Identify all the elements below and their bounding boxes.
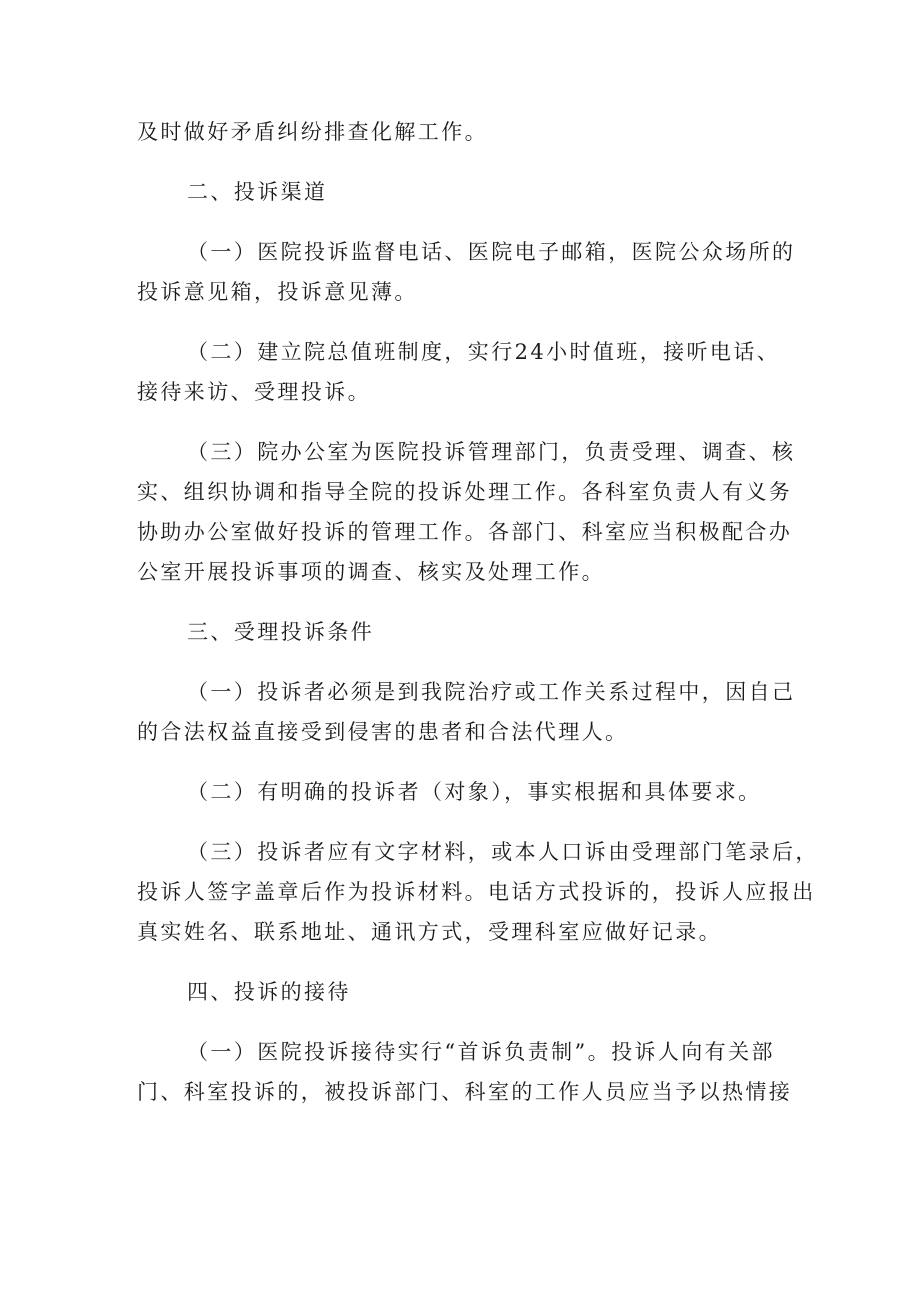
paragraph-line: 的合法权益直接受到侵害的患者和合法代理人。 — [137, 720, 629, 744]
paragraph-line: （一）医院投诉接待实行“首诉负责制”。投诉人向有关部 — [187, 1040, 775, 1064]
paragraph-line: 接待来访、受理投诉。 — [137, 380, 371, 404]
paragraph-line: （二）有明确的投诉者（对象），事实根据和具体要求。 — [187, 780, 762, 804]
paragraph-line: 投诉意见箱，投诉意见薄。 — [137, 280, 418, 304]
paragraph-line: （三）投诉者应有文字材料，或本人口诉由受理部门笔录后， — [187, 840, 819, 864]
paragraph-line: 门、科室投诉的，被投诉部门、科室的工作人员应当予以热情接 — [137, 1080, 793, 1104]
paragraph-line: 协助办公室做好投诉的管理工作。各部门、科室应当积极配合办 — [137, 520, 793, 544]
section-heading-conditions: 三、受理投诉条件 — [187, 620, 375, 644]
section-heading-reception: 四、投诉的接待 — [187, 980, 351, 1004]
paragraph-line: 实、组织协调和指导全院的投诉处理工作。各科室负责人有义务 — [137, 480, 793, 504]
paragraph-line: （一）投诉者必须是到我院治疗或工作关系过程中，因自己 — [187, 680, 796, 704]
document-page — [137, 112, 819, 1112]
paragraph-line: 及时做好矛盾纠纷排查化解工作。 — [137, 120, 488, 144]
section-heading-channels: 二、投诉渠道 — [187, 180, 328, 204]
paragraph-line: （一）医院投诉监督电话、医院电子邮箱，医院公众场所的 — [187, 240, 796, 264]
paragraph-line: （二）建立院总值班制度，实行24小时值班，接听电话、 — [187, 340, 781, 364]
paragraph-line: 公室开展投诉事项的调查、核实及处理工作。 — [137, 560, 605, 584]
paragraph-line: （三）院办公室为医院投诉管理部门，负责受理、调查、核 — [187, 440, 796, 464]
paragraph-line: 投诉人签字盖章后作为投诉材料。电话方式投诉的，投诉人应报出 — [137, 880, 816, 904]
paragraph-line: 真实姓名、联系地址、通讯方式，受理科室应做好记录。 — [137, 920, 722, 944]
